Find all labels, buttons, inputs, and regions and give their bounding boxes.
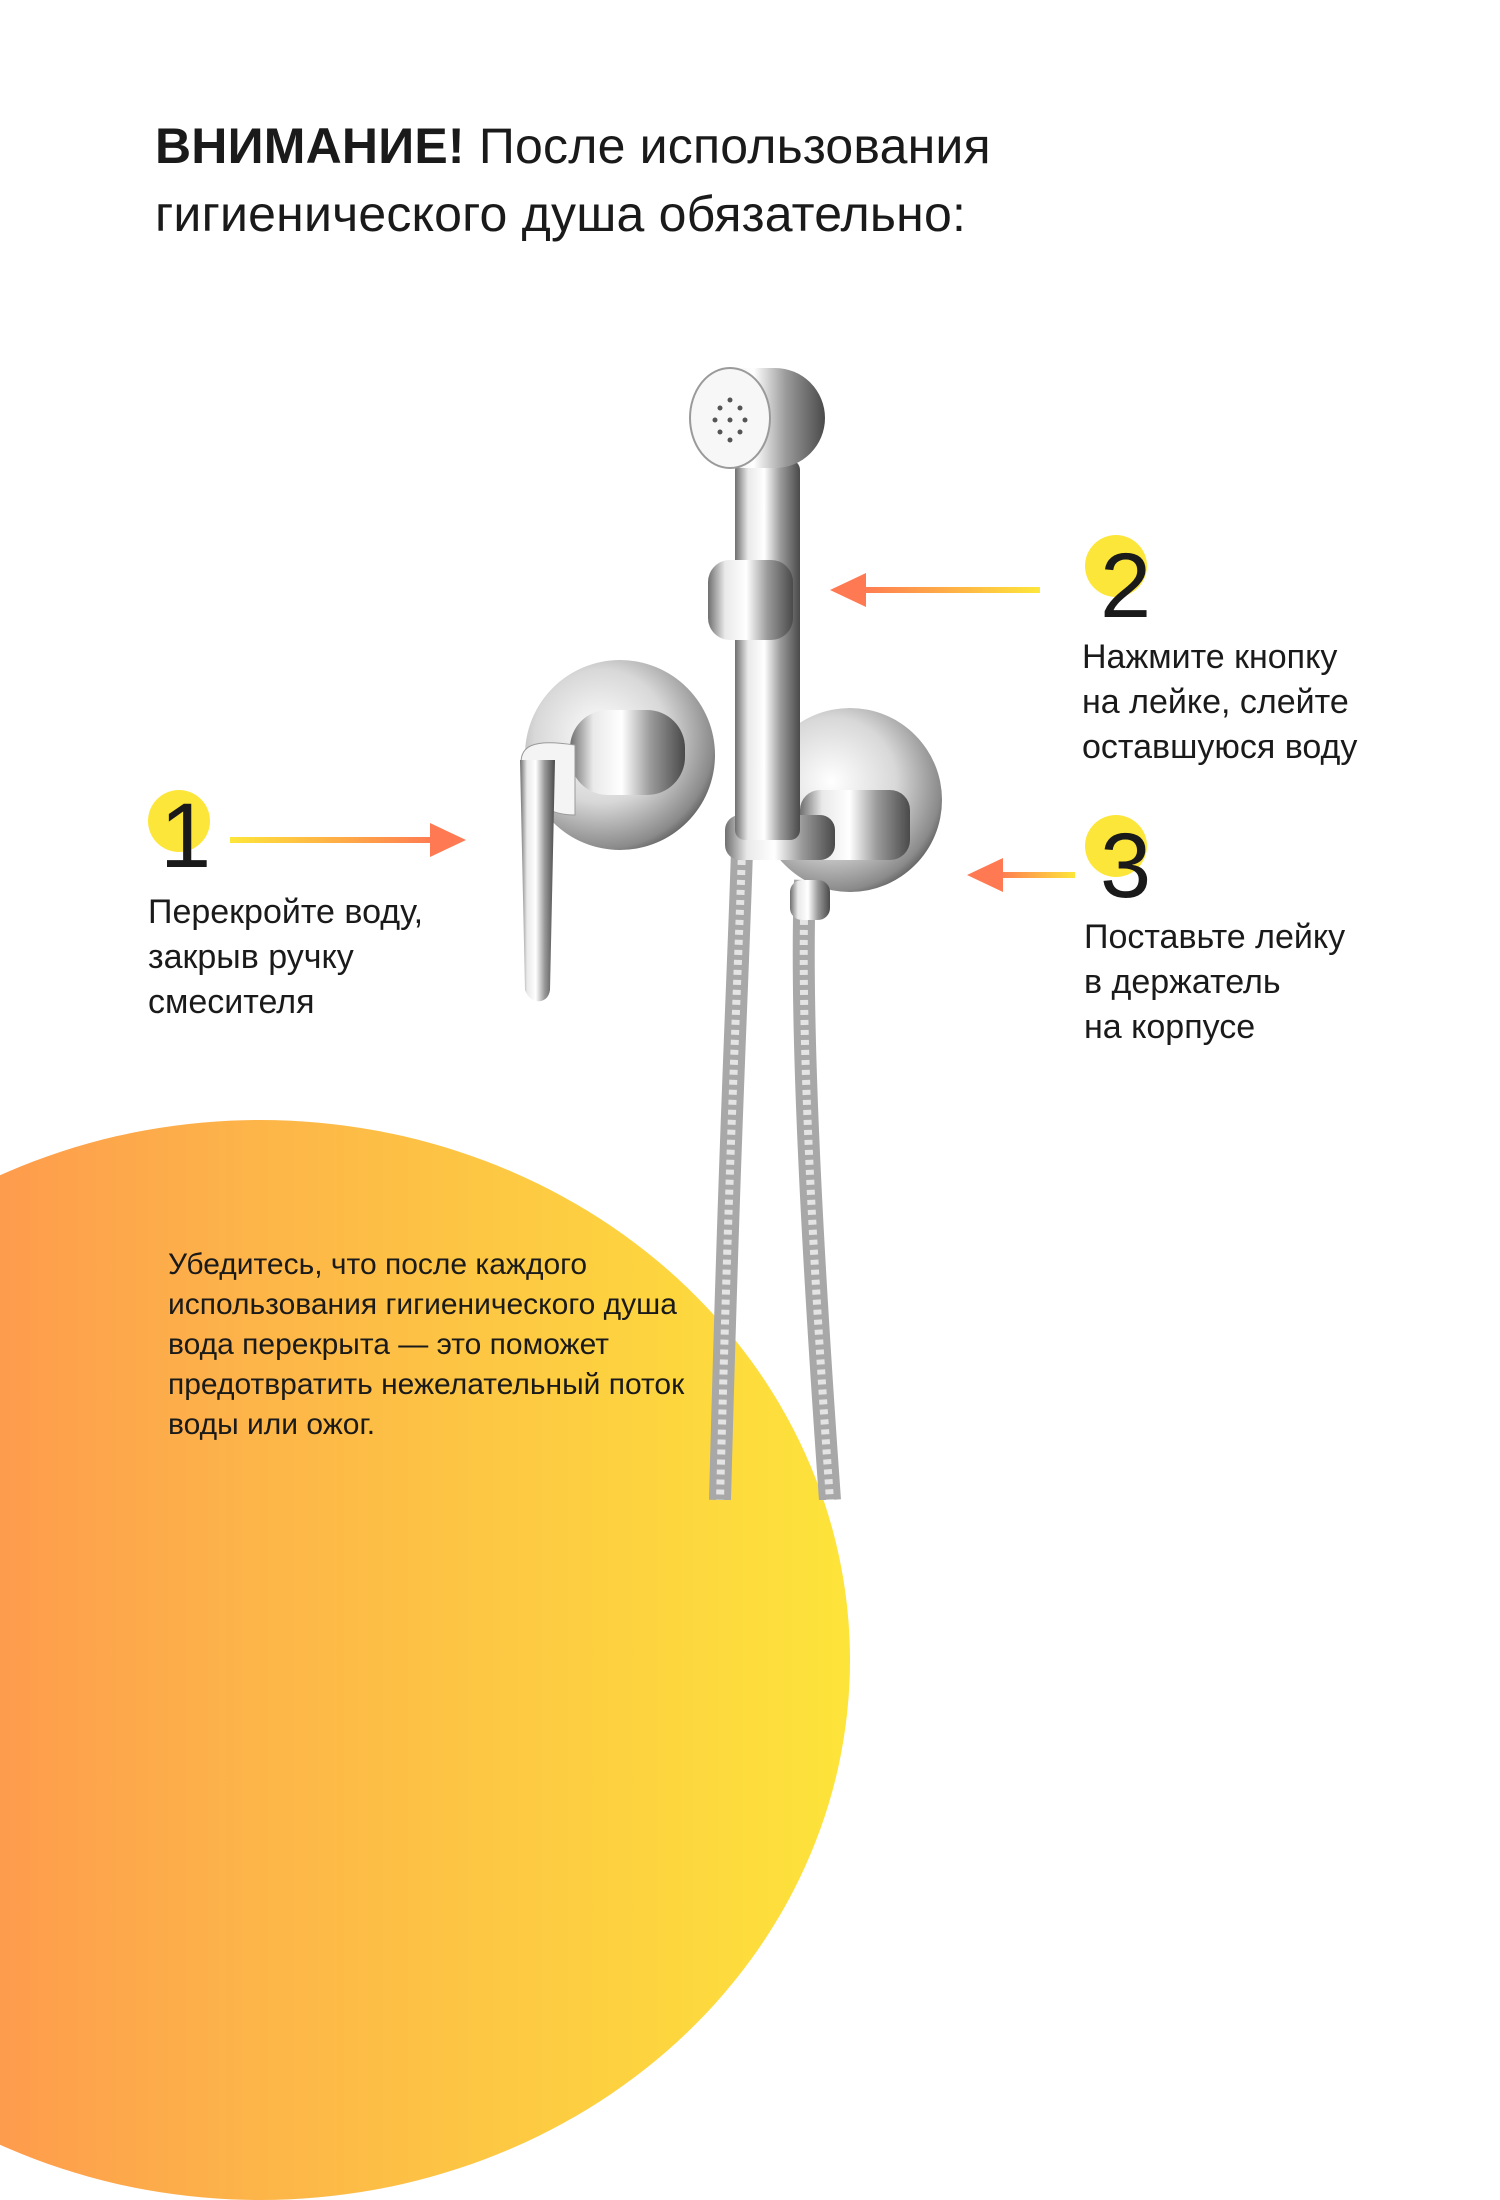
- step-2-line: Нажмите кнопку: [1082, 638, 1338, 676]
- note-line: предотвратить нежелательный поток: [168, 1368, 685, 1401]
- step-1-arrow: [230, 815, 470, 865]
- step-3-line: в держатель: [1084, 963, 1281, 1001]
- step-2-line: оставшуюся воду: [1082, 728, 1358, 766]
- headline-line2: гигиенического душа обязательно:: [155, 186, 967, 242]
- step-1-line: смесителя: [148, 983, 315, 1021]
- warning-note: [168, 1245, 808, 1445]
- step-3-arrow: [965, 850, 1075, 900]
- step-1-line: закрыв ручку: [148, 938, 354, 976]
- note-line: использования гигиенического душа: [168, 1288, 677, 1321]
- step-2-text: [1082, 635, 1357, 770]
- step-3-text: [1084, 915, 1345, 1050]
- headline-rest: После использования: [464, 118, 991, 174]
- step-1-number: 1: [160, 785, 212, 887]
- step-2-number: 2: [1100, 535, 1152, 637]
- step-1-line: Перекройте воду,: [148, 893, 424, 931]
- note-line: воды или ожог.: [168, 1408, 376, 1441]
- page-title: [155, 112, 1255, 248]
- step-2-arrow: [828, 565, 1040, 615]
- step-2-line: на лейке, слейте: [1082, 683, 1349, 721]
- step-1-text: [148, 890, 423, 1025]
- headline-warning: ВНИМАНИЕ!: [155, 118, 465, 174]
- step-3-line: Поставьте лейку: [1084, 918, 1346, 956]
- step-3-line: на корпусе: [1084, 1008, 1256, 1046]
- step-3-number: 3: [1100, 815, 1152, 917]
- note-line: Убедитесь, что после каждого: [168, 1248, 588, 1281]
- note-line: вода перекрыта — это поможет: [168, 1328, 610, 1361]
